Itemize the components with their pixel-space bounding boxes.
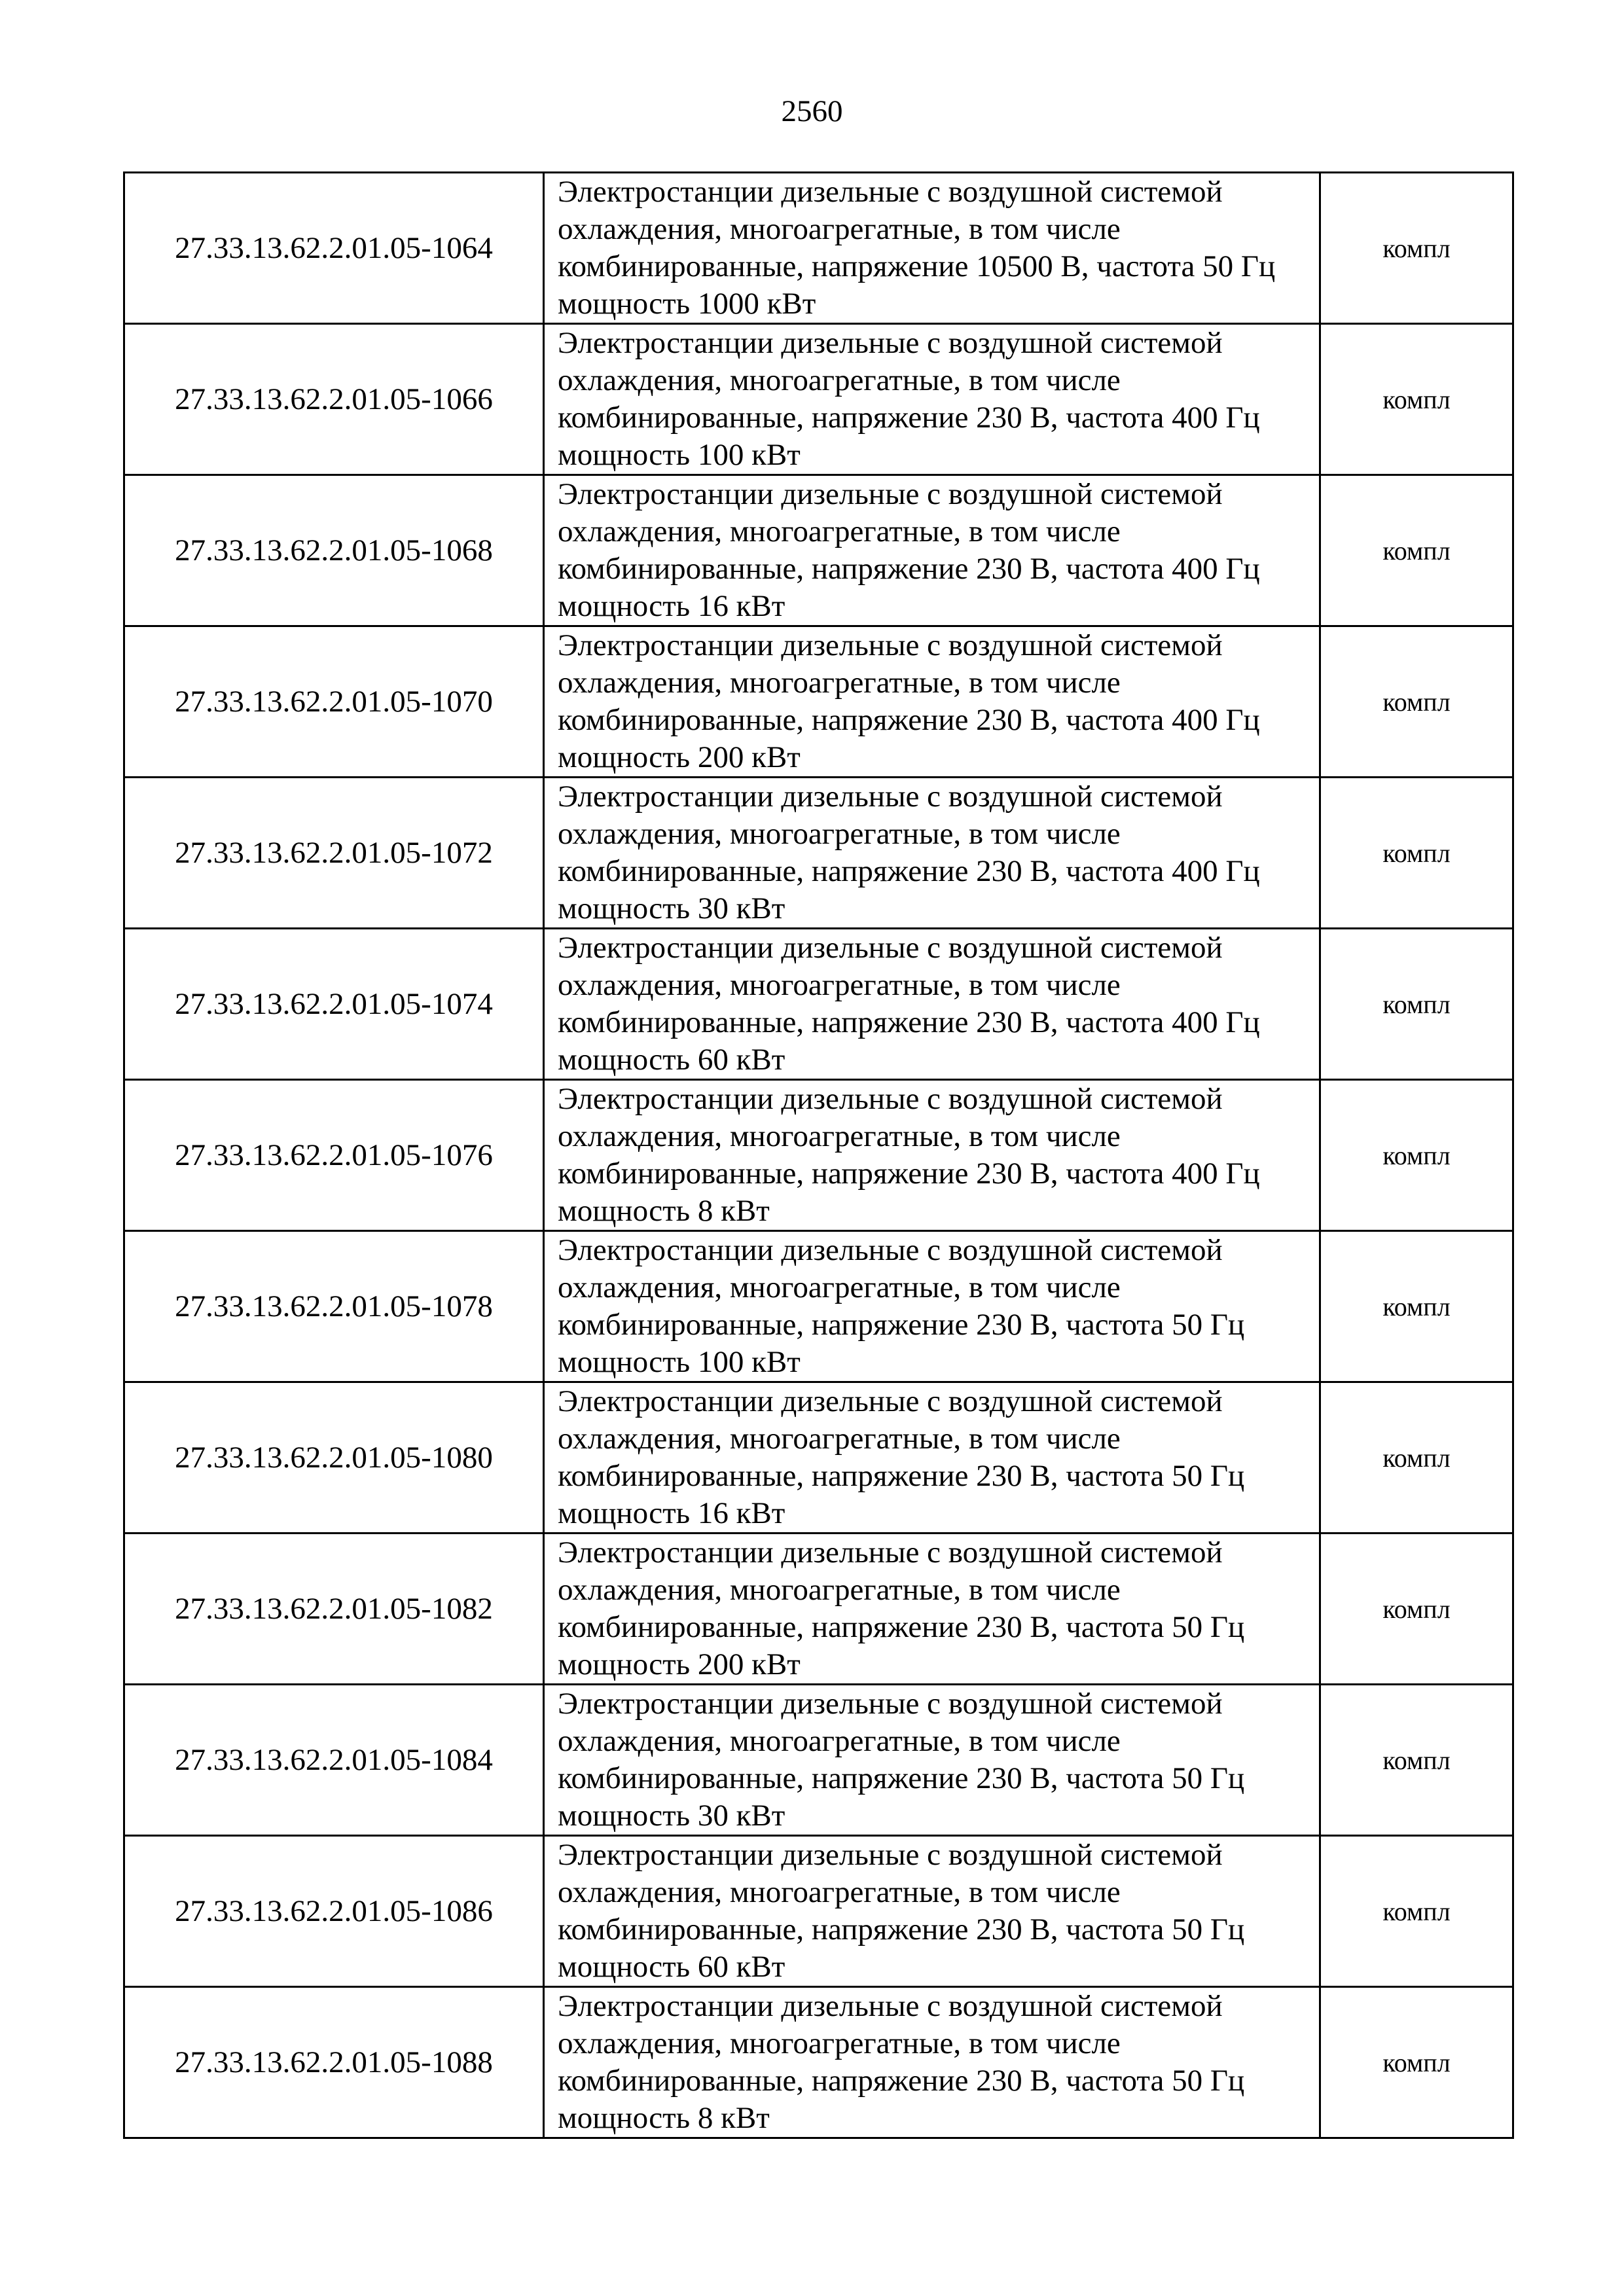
unit-of-measure: компл — [1320, 475, 1513, 626]
table-row — [124, 626, 1513, 778]
table-row — [124, 475, 1513, 626]
unit-of-measure: компл — [1320, 626, 1513, 778]
unit-of-measure: компл — [1320, 1836, 1513, 1987]
unit-of-measure: компл — [1320, 778, 1513, 929]
unit-of-measure: компл — [1320, 324, 1513, 475]
table-row — [124, 1382, 1513, 1534]
table-row — [124, 929, 1513, 1080]
unit-of-measure: компл — [1320, 173, 1513, 324]
resource-description: Электростанции дизельные с воздушной системой охлаждения, многоагрегатные, в том числе комбинированные, напряжение 230 В, частота 400 Гц мощность 8 кВт — [544, 1080, 1320, 1231]
table-row — [124, 1836, 1513, 1987]
resource-code: 27.33.13.62.2.01.05-1066 — [124, 324, 544, 475]
resource-description: Электростанции дизельные с воздушной системой охлаждения, многоагрегатные, в том числе комбинированные, напряжение 230 В, частота 50 Гц мощность 30 кВт — [544, 1685, 1320, 1836]
resource-description: Электростанции дизельные с воздушной системой охлаждения, многоагрегатные, в том числе комбинированные, напряжение 230 В, частота 400 Гц мощность 100 кВт — [544, 324, 1320, 475]
resource-code: 27.33.13.62.2.01.05-1072 — [124, 778, 544, 929]
resource-description: Электростанции дизельные с воздушной системой охлаждения, многоагрегатные, в том числе комбинированные, напряжение 230 В, частота 400 Гц мощность 200 кВт — [544, 626, 1320, 778]
resource-table — [123, 171, 1514, 2139]
resource-description: Электростанции дизельные с воздушной системой охлаждения, многоагрегатные, в том числе комбинированные, напряжение 230 В, частота 400 Гц мощность 16 кВт — [544, 475, 1320, 626]
resource-code: 27.33.13.62.2.01.05-1070 — [124, 626, 544, 778]
table-row — [124, 1231, 1513, 1382]
unit-of-measure: компл — [1320, 1080, 1513, 1231]
page-number: 2560 — [781, 94, 843, 128]
unit-of-measure: компл — [1320, 1534, 1513, 1685]
resource-code: 27.33.13.62.2.01.05-1082 — [124, 1534, 544, 1685]
table-row — [124, 173, 1513, 324]
resource-code: 27.33.13.62.2.01.05-1074 — [124, 929, 544, 1080]
unit-of-measure: компл — [1320, 1987, 1513, 2138]
unit-of-measure: компл — [1320, 929, 1513, 1080]
resource-description: Электростанции дизельные с воздушной системой охлаждения, многоагрегатные, в том числе комбинированные, напряжение 230 В, частота 50 Гц мощность 100 кВт — [544, 1231, 1320, 1382]
resource-description: Электростанции дизельные с воздушной системой охлаждения, многоагрегатные, в том числе комбинированные, напряжение 10500 В, частота 50 Гц мощность 1000 кВт — [544, 173, 1320, 324]
resource-code: 27.33.13.62.2.01.05-1068 — [124, 475, 544, 626]
resource-code: 27.33.13.62.2.01.05-1078 — [124, 1231, 544, 1382]
table-row — [124, 1534, 1513, 1685]
table-row — [124, 1987, 1513, 2138]
unit-of-measure: компл — [1320, 1231, 1513, 1382]
table-row — [124, 1080, 1513, 1231]
table-row — [124, 324, 1513, 475]
resource-code: 27.33.13.62.2.01.05-1080 — [124, 1382, 544, 1534]
resource-code: 27.33.13.62.2.01.05-1088 — [124, 1987, 544, 2138]
resource-description: Электростанции дизельные с воздушной системой охлаждения, многоагрегатные, в том числе комбинированные, напряжение 230 В, частота 400 Гц мощность 60 кВт — [544, 929, 1320, 1080]
unit-of-measure: компл — [1320, 1382, 1513, 1534]
resource-description: Электростанции дизельные с воздушной системой охлаждения, многоагрегатные, в том числе комбинированные, напряжение 230 В, частота 50 Гц мощность 16 кВт — [544, 1382, 1320, 1534]
resource-code: 27.33.13.62.2.01.05-1086 — [124, 1836, 544, 1987]
resource-description: Электростанции дизельные с воздушной системой охлаждения, многоагрегатные, в том числе комбинированные, напряжение 230 В, частота 50 Гц мощность 60 кВт — [544, 1836, 1320, 1987]
resource-description: Электростанции дизельные с воздушной системой охлаждения, многоагрегатные, в том числе комбинированные, напряжение 230 В, частота 50 Гц мощность 200 кВт — [544, 1534, 1320, 1685]
table-row — [124, 778, 1513, 929]
unit-of-measure: компл — [1320, 1685, 1513, 1836]
resource-description: Электростанции дизельные с воздушной системой охлаждения, многоагрегатные, в том числе комбинированные, напряжение 230 В, частота 400 Гц мощность 30 кВт — [544, 778, 1320, 929]
resource-description: Электростанции дизельные с воздушной системой охлаждения, многоагрегатные, в том числе комбинированные, напряжение 230 В, частота 50 Гц мощность 8 кВт — [544, 1987, 1320, 2138]
resource-code: 27.33.13.62.2.01.05-1084 — [124, 1685, 544, 1836]
resource-code: 27.33.13.62.2.01.05-1076 — [124, 1080, 544, 1231]
resource-code: 27.33.13.62.2.01.05-1064 — [124, 173, 544, 324]
table-row — [124, 1685, 1513, 1836]
